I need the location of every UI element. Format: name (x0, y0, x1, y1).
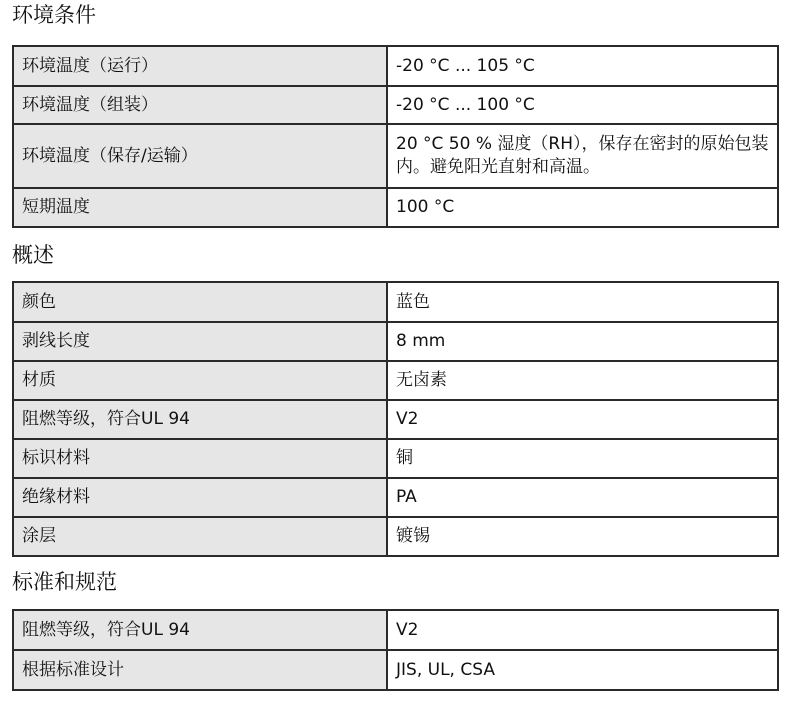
row-label: 标识材料 (13, 439, 387, 478)
table-row (13, 322, 778, 361)
section-title-standards: 标准和规范 (12, 570, 117, 594)
environment-table (12, 45, 779, 228)
row-label: 环境温度（运行） (13, 46, 387, 86)
overview-table (12, 281, 779, 557)
table-row (13, 439, 778, 478)
table-row (13, 610, 778, 650)
section-title-environment: 环境条件 (12, 3, 96, 27)
row-label: 材质 (13, 361, 387, 400)
standards-table (12, 609, 779, 691)
row-value: 100 °C (387, 188, 778, 227)
row-label: 阻燃等级，符合UL 94 (13, 400, 387, 439)
row-label: 根据标准设计 (13, 650, 387, 690)
section-title-overview: 概述 (12, 243, 54, 267)
table-row (13, 650, 778, 690)
row-label: 颜色 (13, 282, 387, 322)
table-row (13, 282, 778, 322)
row-value: 镀锡 (387, 517, 778, 556)
row-value: 铜 (387, 439, 778, 478)
row-value: 蓝色 (387, 282, 778, 322)
row-label: 短期温度 (13, 188, 387, 227)
row-value: 无卤素 (387, 361, 778, 400)
row-label: 涂层 (13, 517, 387, 556)
table-row (13, 361, 778, 400)
table-row (13, 478, 778, 517)
row-value: -20 °C ... 105 °C (387, 46, 778, 86)
row-label: 环境温度（保存/运输） (13, 124, 387, 188)
table-row (13, 124, 778, 188)
table-row (13, 188, 778, 227)
row-label: 环境温度（组装） (13, 86, 387, 124)
row-value: 8 mm (387, 322, 778, 361)
row-value: V2 (387, 610, 778, 650)
row-value: V2 (387, 400, 778, 439)
row-label: 剥线长度 (13, 322, 387, 361)
table-row (13, 517, 778, 556)
row-label: 阻燃等级，符合UL 94 (13, 610, 387, 650)
row-label: 绝缘材料 (13, 478, 387, 517)
row-value: -20 °C ... 100 °C (387, 86, 778, 124)
table-row (13, 46, 778, 86)
table-row (13, 400, 778, 439)
row-value: 20 °C 50 % 湿度（RH），保存在密封的原始包装内。避免阳光直射和高温。 (387, 124, 778, 188)
row-value: PA (387, 478, 778, 517)
table-row (13, 86, 778, 124)
row-value: JIS, UL, CSA (387, 650, 778, 690)
